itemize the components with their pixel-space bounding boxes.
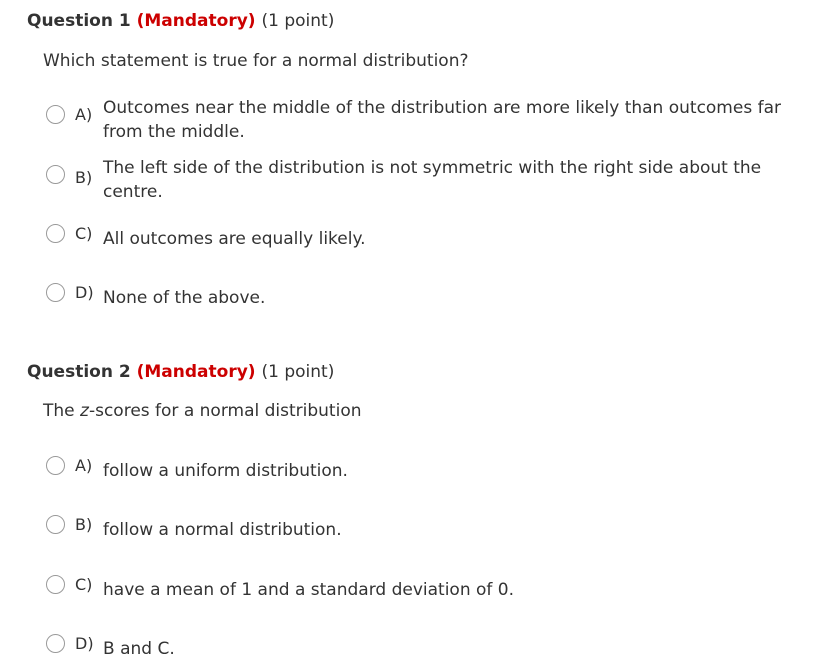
option-letter: A) (75, 456, 93, 475)
option-text: None of the above. (103, 288, 266, 308)
option-text: The left side of the distribution is not symmetric with the right side about the centre. (103, 158, 762, 202)
radio-button[interactable] (46, 515, 65, 534)
mandatory-label: (Mandatory) (136, 11, 256, 31)
prompt-post: -scores for a normal distribution (88, 401, 362, 421)
option-text: follow a normal distribution. (103, 520, 342, 540)
option-letter: D) (75, 283, 94, 302)
option-letter: A) (75, 105, 93, 124)
option-text: have a mean of 1 and a standard deviation of 0. (103, 580, 515, 600)
radio-button[interactable] (46, 224, 65, 243)
option-text: B and C. (103, 639, 175, 659)
radio-button[interactable] (46, 575, 65, 594)
option-text: follow a uniform distribution. (103, 461, 348, 481)
points-label: (1 point) (261, 362, 335, 382)
question-number: Question 2 (27, 362, 131, 382)
option-letter: C) (75, 224, 93, 243)
radio-button[interactable] (46, 456, 65, 475)
option-letter: B) (75, 515, 93, 534)
option-letter: C) (75, 575, 93, 594)
question-2-title (27, 362, 334, 382)
question-2-prompt (43, 401, 362, 421)
option-text: Outcomes near the middle of the distribution are more likely than outcomes far from the middle. (103, 98, 781, 142)
prompt-emphasis: z (80, 401, 89, 421)
option-letter: B) (75, 168, 93, 187)
radio-button[interactable] (46, 105, 65, 124)
mandatory-label: (Mandatory) (136, 362, 256, 382)
points-label: (1 point) (261, 11, 335, 31)
prompt-pre: The (43, 401, 81, 421)
question-1-title (27, 11, 334, 31)
option-text: All outcomes are equally likely. (103, 229, 366, 249)
radio-button[interactable] (46, 634, 65, 653)
question-number: Question 1 (27, 11, 131, 31)
option-letter: D) (75, 634, 94, 653)
question-1-prompt: Which statement is true for a normal distribution? (43, 51, 469, 71)
radio-button[interactable] (46, 165, 65, 184)
radio-button[interactable] (46, 283, 65, 302)
